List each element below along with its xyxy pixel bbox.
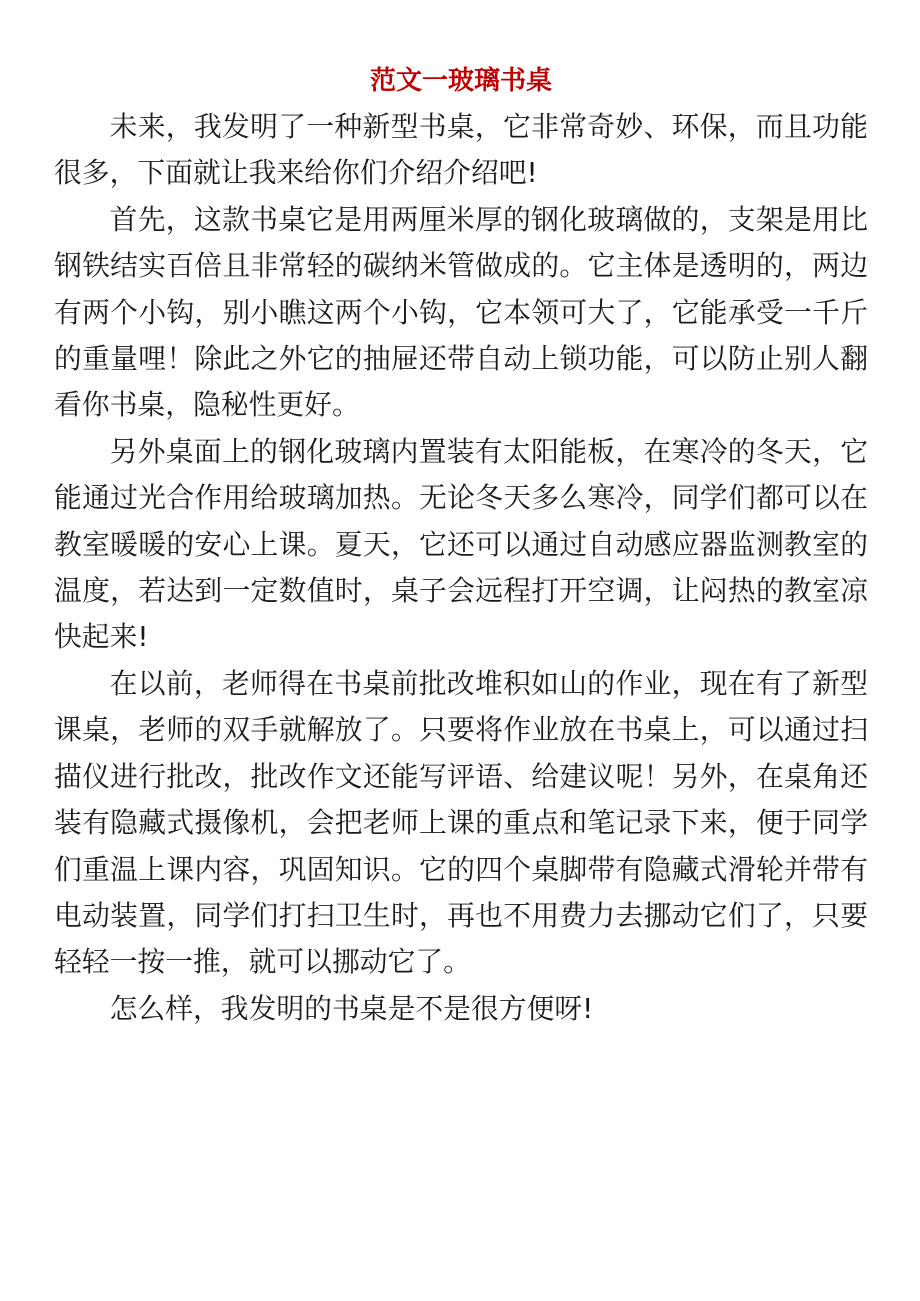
- paragraph-teacher-features: 在以前，老师得在书桌前批改堆积如山的作业，现在有了新型课桌，老师的双手就解放了。只要将作业放在书桌上，可以通过扫描仪进行批改，批改作文还能写评语、给建议呢！另外，在桌角还装有隐藏式摄像机，会把老师上课的重点和笔记录下来，便于同学们重温上课内容，巩固知识。它的四个桌脚带有隐藏式滑轮并带有电动装置，同学们打扫卫生时，再也不用费力去挪动它们了，只要轻轻一按一推，就可以挪动它了。: [54, 666, 868, 979]
- paragraph-solar-panel: 另外桌面上的钢化玻璃内置装有太阳能板，在寒冷的冬天，它能通过光合作用给玻璃加热。无论冬天多么寒冷，同学们都可以在教室暖暖的安心上课。夏天，它还可以通过自动感应器监测教室的温度，若达到一定数值时，桌子会远程打开空调，让闷热的教室凉快起来!: [54, 434, 868, 654]
- paragraph-materials: 首先，这款书桌它是用两厘米厚的钢化玻璃做的，支架是用比钢铁结实百倍且非常轻的碳纳米管做成的。它主体是透明的，两边有两个小钩，别小瞧这两个小钩，它本领可大了，它能承受一千斤的重量哩！除此之外它的抽屉还带自动上锁功能，可以防止别人翻看你书桌，隐秘性更好。: [54, 202, 868, 422]
- document-title: 范文一玻璃书桌: [369, 66, 552, 96]
- document-page: [54, 58, 868, 1032]
- paragraph-intro: 未来，我发明了一种新型书桌，它非常奇妙、环保，而且功能很多，下面就让我来给你们介绍介绍吧!: [54, 110, 868, 190]
- paragraph-conclusion: 怎么样，我发明的书桌是不是很方便呀!: [109, 991, 594, 1025]
